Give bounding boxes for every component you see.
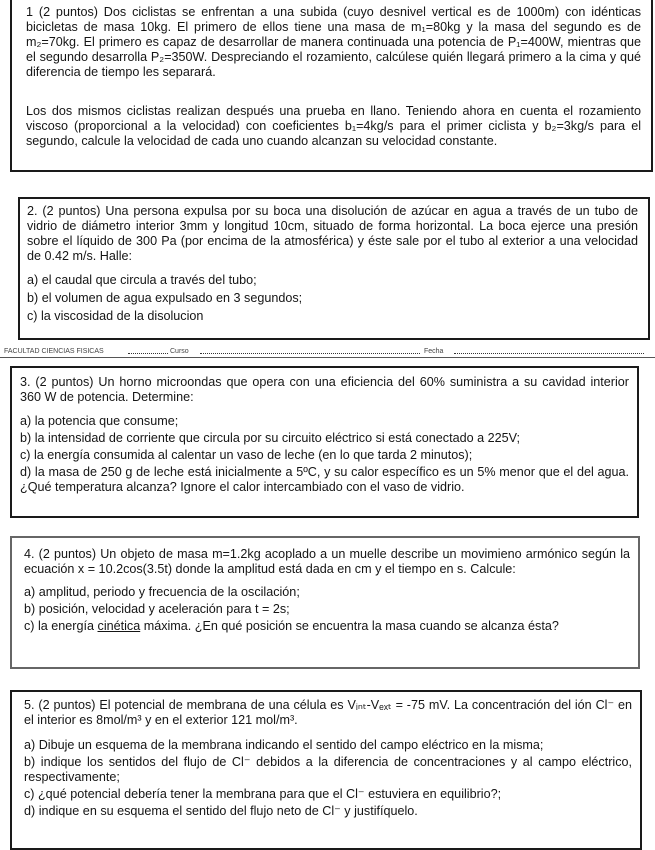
problem-3-item-b: b) la intensidad de corriente que circula por su circuito eléctrico si está conectado a 225V; (20, 431, 521, 445)
problem-4-intro: 4. (2 puntos) Un objeto de masa m=1.2kg acoplado a un muelle describe un movimieno armónico según la ecuación x = 10.2cos(3.5t) donde la amplitud está dada en cm y el tiempo en s. Calcule: (24, 547, 630, 576)
problem-4-box (10, 536, 640, 669)
problem-4-item-c-suffix: máxima. ¿En qué posición se encuentra la masa cuando se alcanza ésta? (140, 619, 559, 633)
problem-3-items (20, 414, 629, 495)
problem-5-item-c: c) ¿qué potencial debería tener la membrana para que el Cl⁻ estuviera en equilibrio?; (24, 787, 502, 801)
header-rule (0, 357, 655, 358)
problem-4-items (24, 585, 630, 634)
problem-5-item-b: b) indique los sentidos del flujo de Cl⁻ debidos a la diferencia de concentraciones y al campo eléctrico, respectivamente; (24, 755, 632, 784)
problem-3-intro: 3. (2 puntos) Un horno microondas que opera con una eficiencia del 60% suministra a su cavidad interior 360 W de potencia. Determine: (20, 375, 629, 404)
problem-5-intro: 5. (2 puntos) El potencial de membrana de una célula es Vᵢₙₜ-Vₑₓₜ = -75 mV. La concentración del ión Cl⁻ en el interior es 8mol/m³ y en el exterior 121 mol/m³. (24, 698, 632, 727)
problem-3-item-c: c) la energía consumida al calentar un vaso de leche (en lo que tarda 2 minutos); (20, 448, 473, 462)
problem-5-box (10, 690, 642, 850)
problem-2-item-b: b) el volumen de agua expulsado en 3 segundos; (27, 291, 303, 305)
problem-2-items (27, 273, 638, 324)
problem-5-item-a: a) Dibuje un esquema de la membrana indicando el sentido del campo eléctrico en la misma; (24, 738, 544, 752)
curso-label: Curso (170, 348, 189, 355)
problem-4-item-b: b) posición, velocidad y aceleración para t = 2s; (24, 602, 290, 616)
problem-5-item-d: d) indique en su esquema el sentido del flujo neto de Cl⁻ y justifíquelo. (24, 804, 418, 818)
problem-4-item-a: a) amplitud, periodo y frecuencia de la oscilación; (24, 585, 300, 599)
problem-1-paragraph-2: Los dos mismos ciclistas realizan después una prueba en llano. Teniendo ahora en cuenta el rozamiento viscoso (proporcional a la velocidad) con coeficientes b₁=4kg/s para el primer ciclista y b₂=3kg/s para el segundo, calcule la velocidad de cada uno cuando alcanzan su velocidad constante. (26, 104, 641, 148)
problem-3-item-d: d) la masa de 250 g de leche está inicialmente a 5ºC, y su calor específico es un 5% menor que el del agua. ¿Qué temperatura alcanza? Ignore el calor intercambiado con el vaso de vidrio. (20, 465, 629, 494)
problem-2-box (18, 197, 650, 340)
problem-1-box (10, 0, 653, 172)
paragraph-gap (26, 80, 641, 104)
sheet-header-strip (0, 344, 655, 360)
problem-4-item-c-underlined: cinética (97, 619, 141, 633)
problem-2-item-c: c) la viscosidad de la disolucion (27, 309, 204, 323)
problem-2-item-a: a) el caudal que circula a través del tubo; (27, 273, 257, 287)
problem-3-box (10, 366, 639, 518)
fecha-dots (454, 345, 644, 354)
fecha-label: Fecha (424, 348, 444, 355)
problem-4-item-c (24, 619, 630, 634)
problem-4-item-c-prefix: c) la energía (24, 619, 98, 633)
faculty-label: FACULTAD CIENCIAS FISICAS (4, 348, 104, 355)
faculty-dots (128, 345, 168, 354)
problem-5-items (24, 738, 632, 819)
curso-dots (200, 345, 420, 354)
problem-1-paragraph-1: 1 (2 puntos) Dos ciclistas se enfrentan a una subida (cuyo desnivel vertical es de 1000m) con idénticas bicicletas de masa 10kg. El primero de ellos tiene una masa de m₁=80kg y la masa del segundo es de m₂=70kg. El primero es capaz de desarrollar de manera continuada una potencia de P₁=400W, mientras que el segundo desarrolla P₂=350W. Despreciando el rozamiento, calcúlese quién llegará primero a la cima y qué diferencia de tiempo les separará. (26, 5, 641, 79)
problem-3-item-a: a) la potencia que consume; (20, 414, 179, 428)
problem-2-intro: 2. (2 puntos) Una persona expulsa por su boca una disolución de azúcar en agua a través de un tubo de vidrio de diámetro interior 3mm y longitud 10cm, situado de forma horizontal. La boca ejerce una presión sobre el líquido de 300 Pa (por encima de la atmosférica) y éste sale por el tubo al exterior a una velocidad de 0.42 m/s. Halle: (27, 204, 638, 263)
